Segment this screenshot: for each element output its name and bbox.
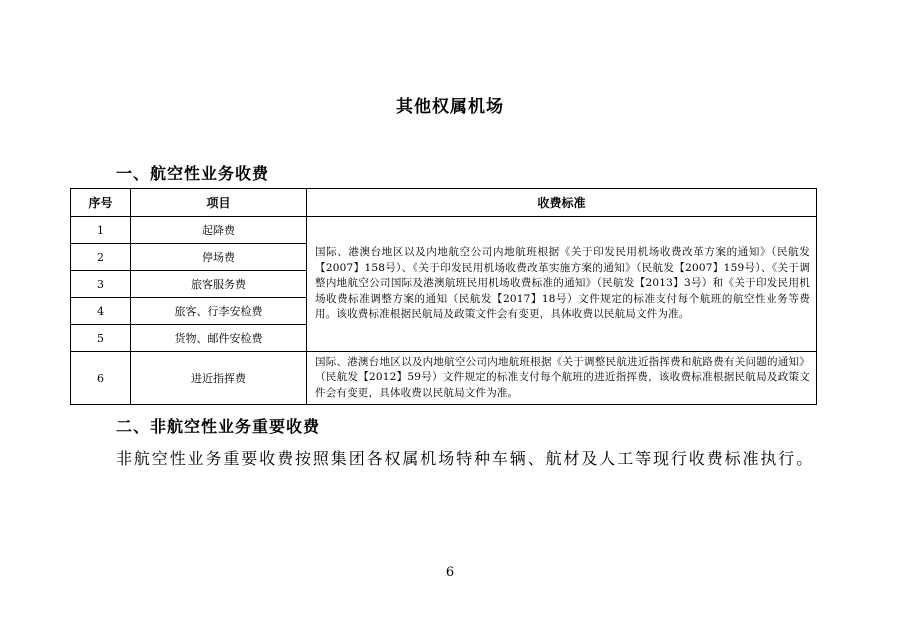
row-number: 4 — [71, 298, 131, 325]
row-number: 2 — [71, 244, 131, 271]
row-item: 进近指挥费 — [131, 352, 307, 405]
row-item: 旅客服务费 — [131, 271, 307, 298]
row-item: 货物、邮件安检费 — [131, 325, 307, 352]
row-number: 6 — [71, 352, 131, 405]
page-title: 其他权属机场 — [396, 97, 504, 117]
fee-standard-cell-approach: 国际、港澳台地区以及内地航空公司内地航班根据《关于调整民航进近指挥费和航路费有关问题的通知》（民航发【2012】59号）文件规定的标准支付每个航班的进近指挥费，该收费标准根据民航局及政策文件会有变更，具体收费以民航局文件为准。 — [307, 352, 817, 405]
table-row — [71, 352, 817, 405]
column-header-number: 序号 — [71, 189, 131, 217]
fee-table — [70, 188, 817, 405]
section-body-text: 非航空性业务重要收费按照集团各权属机场特种车辆、航材及人工等现行收费标准执行。 — [116, 449, 815, 468]
page-number: 6 — [445, 565, 455, 580]
row-item: 停场费 — [131, 244, 307, 271]
column-header-standard: 收费标准 — [307, 189, 817, 217]
table-header-row — [71, 189, 817, 217]
column-header-item: 项目 — [131, 189, 307, 217]
table-row — [71, 217, 817, 244]
row-item: 起降费 — [131, 217, 307, 244]
fee-standard-cell: 国际、港澳台地区以及内地航空公司内地航班根据《关于印发民用机场收费改革方案的通知》（民航发【2007】158号）、《关于印发民用机场收费改革实施方案的通知》（民航发【2007】159号）、《关于调整内地航空公司国际及港澳航班民用机场收费标准的通知》（民航发【2013】3号）和《关于印发民用机场收费标准调整方案的通知（民航发【2017】18号）文件规定的标准支付每个航班的航空性业务等费用。该收费标准根据民航局及政策文件会有变更，具体收费以民航局文件为准。 — [307, 217, 817, 352]
row-number: 5 — [71, 325, 131, 352]
section-heading-non-aeronautical: 二、非航空性业务重要收费 — [116, 417, 321, 436]
row-number: 1 — [71, 217, 131, 244]
row-item: 旅客、行李安检费 — [131, 298, 307, 325]
section-heading-aeronautical: 一、航空性业务收费 — [116, 164, 270, 183]
row-number: 3 — [71, 271, 131, 298]
